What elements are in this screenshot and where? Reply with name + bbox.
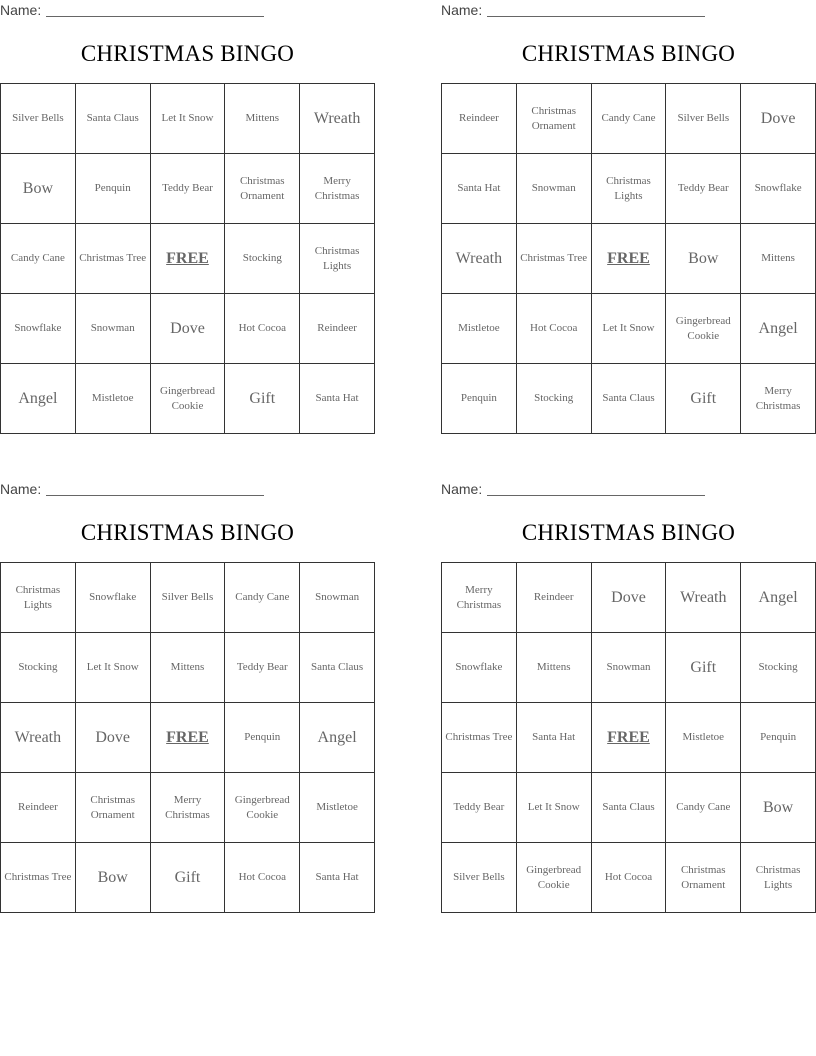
bingo-cell: Gingerbread Cookie — [517, 843, 592, 913]
bingo-cell: Silver Bells — [151, 563, 226, 633]
bingo-cell: Gift — [151, 843, 226, 913]
bingo-cell: Stocking — [1, 633, 76, 703]
bingo-card — [0, 479, 375, 913]
bingo-cell: Angel — [300, 703, 375, 773]
bingo-cell: Penquin — [442, 364, 517, 434]
bingo-cell: Angel — [1, 364, 76, 434]
free-space: FREE — [592, 224, 667, 294]
bingo-cell: Let It Snow — [517, 773, 592, 843]
bingo-cell: Bow — [741, 773, 816, 843]
bingo-card — [0, 0, 375, 434]
bingo-cell: Silver Bells — [666, 84, 741, 154]
name-blank-line — [487, 16, 705, 17]
bingo-cell: Mistletoe — [666, 703, 741, 773]
bingo-cell: Santa Hat — [300, 843, 375, 913]
bingo-cell: Hot Cocoa — [517, 294, 592, 364]
bingo-cell: Mittens — [741, 224, 816, 294]
bingo-cell: Reindeer — [517, 563, 592, 633]
bingo-cell: Gingerbread Cookie — [151, 364, 226, 434]
bingo-cell: Wreath — [1, 703, 76, 773]
bingo-card — [441, 479, 816, 913]
bingo-grid — [0, 83, 375, 434]
bingo-cell: Teddy Bear — [225, 633, 300, 703]
bingo-cell: Let It Snow — [592, 294, 667, 364]
name-label: Name: — [0, 2, 42, 18]
bingo-cell: Penquin — [741, 703, 816, 773]
bingo-cell: Hot Cocoa — [225, 843, 300, 913]
bingo-cell: Dove — [741, 84, 816, 154]
bingo-cell: Christmas Lights — [1, 563, 76, 633]
bingo-cell: Gift — [666, 364, 741, 434]
bingo-cell: Santa Hat — [517, 703, 592, 773]
bingo-cell: Christmas Tree — [442, 703, 517, 773]
bingo-cell: Snowflake — [76, 563, 151, 633]
bingo-cell: Wreath — [666, 563, 741, 633]
bingo-cell: Reindeer — [300, 294, 375, 364]
bingo-cell: Bow — [76, 843, 151, 913]
card-title: CHRISTMAS BINGO — [80, 520, 295, 545]
bingo-cell: Bow — [666, 224, 741, 294]
bingo-cell: Mittens — [517, 633, 592, 703]
bingo-cell: Mistletoe — [76, 364, 151, 434]
bingo-card — [441, 0, 816, 434]
bingo-cell: Angel — [741, 563, 816, 633]
bingo-cell: Merry Christmas — [151, 773, 226, 843]
bingo-cell: Gingerbread Cookie — [225, 773, 300, 843]
name-blank-line — [46, 16, 264, 17]
bingo-cell: Mistletoe — [442, 294, 517, 364]
free-space: FREE — [151, 703, 226, 773]
name-field — [441, 481, 705, 497]
bingo-cell: Penquin — [76, 154, 151, 224]
name-blank-line — [46, 495, 264, 496]
name-label: Name: — [0, 481, 42, 497]
bingo-cell: Stocking — [517, 364, 592, 434]
bingo-cell: Santa Hat — [442, 154, 517, 224]
bingo-cell: Candy Cane — [592, 84, 667, 154]
bingo-cell: Snowman — [592, 633, 667, 703]
bingo-cell: Angel — [741, 294, 816, 364]
bingo-cell: Stocking — [741, 633, 816, 703]
bingo-cell: Wreath — [300, 84, 375, 154]
bingo-cell: Dove — [76, 703, 151, 773]
bingo-cell: Santa Claus — [300, 633, 375, 703]
bingo-cell: Santa Hat — [300, 364, 375, 434]
bingo-cell: Christmas Ornament — [517, 84, 592, 154]
card-title: CHRISTMAS BINGO — [521, 520, 736, 545]
bingo-cell: Mistletoe — [300, 773, 375, 843]
name-field — [0, 481, 264, 497]
bingo-cell: Teddy Bear — [442, 773, 517, 843]
bingo-cell: Santa Claus — [76, 84, 151, 154]
card-title: CHRISTMAS BINGO — [80, 41, 295, 66]
bingo-cell: Gingerbread Cookie — [666, 294, 741, 364]
name-field — [0, 2, 264, 18]
bingo-cell: Christmas Lights — [592, 154, 667, 224]
bingo-cell: Dove — [592, 563, 667, 633]
bingo-cell: Wreath — [442, 224, 517, 294]
bingo-cell: Candy Cane — [666, 773, 741, 843]
bingo-cell: Merry Christmas — [442, 563, 517, 633]
bingo-cell: Mittens — [151, 633, 226, 703]
bingo-cell: Snowflake — [442, 633, 517, 703]
bingo-cell: Silver Bells — [1, 84, 76, 154]
bingo-cell: Candy Cane — [225, 563, 300, 633]
bingo-cell: Christmas Ornament — [666, 843, 741, 913]
free-space: FREE — [592, 703, 667, 773]
name-field — [441, 2, 705, 18]
bingo-cell: Merry Christmas — [741, 364, 816, 434]
bingo-cell: Christmas Tree — [1, 843, 76, 913]
bingo-cell: Snowflake — [1, 294, 76, 364]
bingo-cell: Hot Cocoa — [592, 843, 667, 913]
bingo-cell: Santa Claus — [592, 773, 667, 843]
free-space: FREE — [151, 224, 226, 294]
bingo-cell: Gift — [225, 364, 300, 434]
bingo-cell: Reindeer — [442, 84, 517, 154]
bingo-cell: Gift — [666, 633, 741, 703]
bingo-cell: Let It Snow — [151, 84, 226, 154]
bingo-cell: Christmas Lights — [300, 224, 375, 294]
name-blank-line — [487, 495, 705, 496]
name-label: Name: — [441, 2, 483, 18]
bingo-cell: Christmas Ornament — [225, 154, 300, 224]
bingo-cell: Merry Christmas — [300, 154, 375, 224]
bingo-cell: Silver Bells — [442, 843, 517, 913]
bingo-cell: Snowman — [76, 294, 151, 364]
card-title: CHRISTMAS BINGO — [521, 41, 736, 66]
bingo-cell: Let It Snow — [76, 633, 151, 703]
bingo-cell: Stocking — [225, 224, 300, 294]
bingo-cell: Christmas Tree — [517, 224, 592, 294]
bingo-cell: Bow — [1, 154, 76, 224]
bingo-cell: Snowflake — [741, 154, 816, 224]
bingo-cell: Santa Claus — [592, 364, 667, 434]
bingo-cell: Penquin — [225, 703, 300, 773]
bingo-cell: Hot Cocoa — [225, 294, 300, 364]
bingo-cell: Candy Cane — [1, 224, 76, 294]
bingo-grid — [0, 562, 375, 913]
bingo-cell: Christmas Ornament — [76, 773, 151, 843]
bingo-grid — [441, 83, 816, 434]
bingo-cell: Reindeer — [1, 773, 76, 843]
bingo-cell: Christmas Tree — [76, 224, 151, 294]
bingo-cell: Teddy Bear — [666, 154, 741, 224]
bingo-cell: Teddy Bear — [151, 154, 226, 224]
bingo-grid — [441, 562, 816, 913]
bingo-cell: Dove — [151, 294, 226, 364]
bingo-cell: Mittens — [225, 84, 300, 154]
bingo-cell: Snowman — [300, 563, 375, 633]
bingo-cell: Snowman — [517, 154, 592, 224]
name-label: Name: — [441, 481, 483, 497]
bingo-cell: Christmas Lights — [741, 843, 816, 913]
